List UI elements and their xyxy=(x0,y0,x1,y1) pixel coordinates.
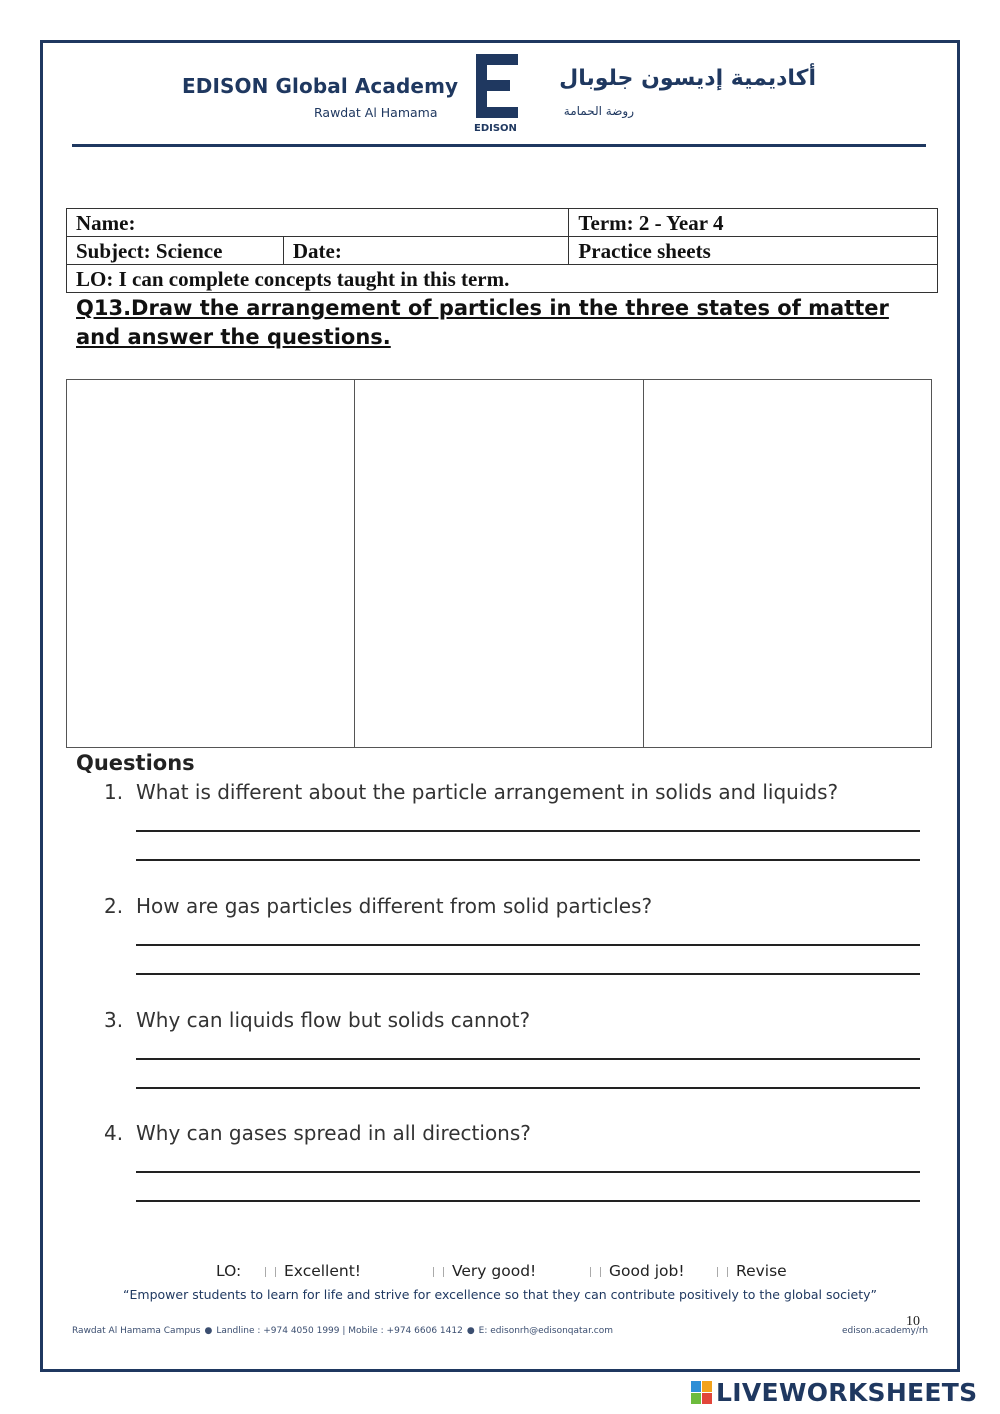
answer-line-4b[interactable] xyxy=(136,1200,920,1202)
answer-line-2b[interactable] xyxy=(136,973,920,975)
question-text: How are gas particles different from solid particles? xyxy=(136,894,653,918)
sheet-type-cell: Practice sheets xyxy=(569,237,938,265)
logo-wordmark: EDISON xyxy=(474,123,517,134)
page-number: 10 xyxy=(906,1314,920,1329)
question-text: Why can liquids flow but solids cannot? xyxy=(136,1008,531,1032)
campus-name-en: Rawdat Al Hamama xyxy=(314,105,438,120)
answer-line-4a[interactable] xyxy=(136,1171,920,1173)
liveworksheets-watermark[interactable] xyxy=(691,1378,977,1407)
task-title: Q13.Draw the arrangement of particles in the three states of matter and answer the questions. xyxy=(76,296,889,349)
subject-cell: Subject: Science xyxy=(67,237,284,265)
header-divider xyxy=(72,144,926,147)
logo-square xyxy=(691,1393,701,1404)
contact-landline: Landline : +974 4050 1999 xyxy=(216,1326,340,1336)
answer-line-3a[interactable] xyxy=(136,1058,920,1060)
contact-mobile: Mobile : +974 6606 1412 xyxy=(348,1326,463,1336)
logo-square xyxy=(702,1393,712,1404)
rating-label: Revise xyxy=(736,1262,787,1280)
questions-heading: Questions xyxy=(76,751,195,775)
question-text: What is different about the particle arrangement in solids and liquids? xyxy=(136,780,839,804)
school-name-ar: أكاديمية إديسون جلوبال xyxy=(559,66,816,91)
question-4 xyxy=(104,1121,531,1145)
campus-name-ar: روضة الحمامة xyxy=(563,104,634,118)
drawing-box-2[interactable] xyxy=(355,380,643,747)
checkbox-icon[interactable] xyxy=(265,1267,276,1277)
logo-square xyxy=(702,1381,712,1392)
drawing-box-1[interactable] xyxy=(67,380,355,747)
contact-line: Rawdat Al Hamama Campus ● Landline : +974 4050 1999 | Mobile : +974 6606 1412 ● E: edisonrh@edisonqatar.com xyxy=(72,1326,614,1336)
question-number: 3. xyxy=(104,1008,124,1032)
question-number: 2. xyxy=(104,894,124,918)
website-link[interactable]: edison.academy/rh xyxy=(842,1326,929,1336)
answer-line-1b[interactable] xyxy=(136,859,920,861)
contact-email: E: edisonrh@edisonqatar.com xyxy=(478,1326,614,1336)
question-2 xyxy=(104,894,652,918)
question-3 xyxy=(104,1008,530,1032)
drawing-box-3[interactable] xyxy=(644,380,931,747)
rating-revise[interactable] xyxy=(717,1262,787,1280)
question-text: Why can gases spread in all directions? xyxy=(136,1121,531,1145)
school-name-en: EDISON Global Academy xyxy=(182,74,459,98)
drawing-area xyxy=(66,379,932,748)
contact-campus: Rawdat Al Hamama Campus xyxy=(72,1326,201,1336)
question-number: 1. xyxy=(104,780,124,804)
lo-label: LO: xyxy=(216,1262,242,1280)
school-motto: “Empower students to learn for life and strive for excellence so that they can contribute positively to the global society” xyxy=(123,1287,877,1302)
bullet-icon: ● xyxy=(204,1326,213,1336)
question-1 xyxy=(104,780,838,804)
liveworksheets-logo-icon xyxy=(691,1381,712,1404)
rating-very-good[interactable] xyxy=(433,1262,536,1280)
checkbox-icon[interactable] xyxy=(433,1267,444,1277)
checkbox-icon[interactable] xyxy=(717,1267,728,1277)
rating-excellent[interactable] xyxy=(265,1262,361,1280)
logo-square xyxy=(691,1381,701,1392)
answer-line-2a[interactable] xyxy=(136,944,920,946)
name-field[interactable]: Name: xyxy=(67,209,569,237)
rating-label: Excellent! xyxy=(284,1262,362,1280)
checkbox-icon[interactable] xyxy=(590,1267,601,1277)
rating-good-job[interactable] xyxy=(590,1262,685,1280)
bullet-icon: ● xyxy=(466,1326,475,1336)
watermark-text: LIVEWORKSHEETS xyxy=(716,1378,978,1407)
answer-line-3b[interactable] xyxy=(136,1087,920,1089)
rating-label: Very good! xyxy=(452,1262,537,1280)
learning-objective: LO: I can complete concepts taught in this term. xyxy=(67,265,938,293)
question-number: 4. xyxy=(104,1121,124,1145)
date-field[interactable]: Date: xyxy=(283,237,569,265)
answer-line-1a[interactable] xyxy=(136,830,920,832)
term-cell: Term: 2 - Year 4 xyxy=(569,209,938,237)
student-info-table xyxy=(66,208,938,293)
rating-label: Good job! xyxy=(609,1262,685,1280)
